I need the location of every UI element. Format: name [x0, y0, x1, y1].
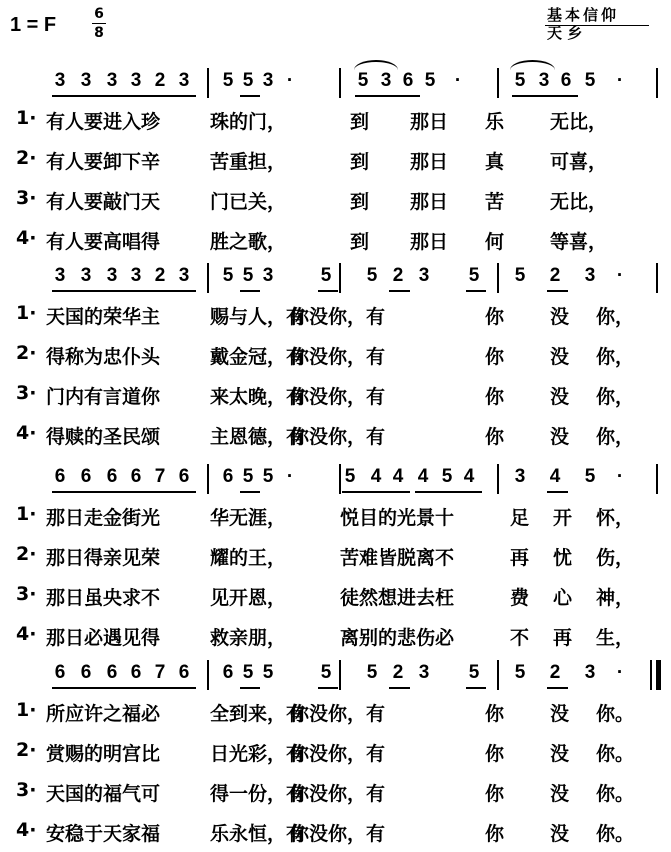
note: 3 — [514, 466, 526, 487]
lyric-segment: 怀， — [596, 507, 635, 529]
lyric-segment: 没 — [550, 306, 570, 328]
beam-underline — [150, 687, 196, 689]
lyric-segment: 你。 — [596, 783, 635, 805]
note: 2 — [549, 265, 561, 286]
note: 3 — [106, 265, 118, 286]
beam-underline — [389, 290, 410, 292]
lyric-segment: 你没你，有 — [290, 306, 386, 328]
verse-number: 2· — [16, 342, 37, 364]
note: 2 — [392, 265, 404, 286]
lyric-segment: 那日 — [410, 191, 449, 213]
barline — [656, 263, 658, 293]
lyric-segment: 那日走金街光 — [46, 507, 161, 529]
note: 5 — [514, 70, 526, 91]
note: 3 — [178, 70, 190, 91]
lyric-segment: 那日 — [410, 231, 449, 253]
lyric-segment: 忧 — [553, 547, 573, 569]
lyric-segment: 你， — [596, 346, 635, 368]
beam-underline — [52, 290, 103, 292]
note: · — [616, 466, 624, 487]
note: 5 — [441, 466, 453, 487]
note: 5 — [584, 466, 596, 487]
note: 5 — [366, 662, 378, 683]
source-line2: 天 乡 — [547, 24, 583, 42]
verse-number: 4· — [16, 422, 37, 444]
verse-number: 3· — [16, 583, 37, 605]
barline — [497, 464, 499, 494]
verse-number: 2· — [16, 543, 37, 565]
lyric-segment: 真 — [485, 151, 505, 173]
note: 7 — [154, 466, 166, 487]
lyric-segment: 那日必遇见得 — [46, 627, 161, 649]
note: 5 — [242, 662, 254, 683]
lyric-segment: 戴金冠，有 — [210, 346, 306, 368]
lyric-segment: 没 — [550, 426, 570, 448]
lyric-segment: 你没你，有 — [290, 346, 386, 368]
lyric-segment: 有人要敲门天 — [46, 191, 161, 213]
lyric-segment: 那日得亲见荣 — [46, 547, 161, 569]
beam-underline — [342, 491, 410, 493]
note: 5 — [584, 70, 596, 91]
lyric-segment: 你 — [485, 823, 505, 845]
beam-underline — [240, 687, 260, 689]
lyric-segment: 你没你，有 — [290, 783, 386, 805]
note: 6 — [178, 662, 190, 683]
barline — [207, 68, 209, 98]
note: 5 — [320, 265, 332, 286]
note: 3 — [130, 70, 142, 91]
verse-number: 2· — [16, 147, 37, 169]
lyric-line — [0, 302, 671, 332]
beam-underline — [150, 290, 196, 292]
lyric-segment: 你。 — [596, 823, 635, 845]
note: 3 — [54, 265, 66, 286]
note: 3 — [262, 265, 274, 286]
note: 3 — [54, 70, 66, 91]
beam-underline — [547, 290, 568, 292]
lyric-segment: 苦难皆脱离不 — [340, 547, 455, 569]
barline — [656, 660, 661, 690]
lyric-segment: 华无涯， — [210, 507, 287, 529]
lyric-segment: 心 — [553, 587, 573, 609]
barline — [497, 660, 499, 690]
note: 5 — [424, 70, 436, 91]
barline — [656, 68, 658, 98]
note: 4 — [370, 466, 382, 487]
note: · — [286, 70, 294, 91]
verse-number: 3· — [16, 187, 37, 209]
lyric-segment: 主恩德，有 — [210, 426, 306, 448]
lyric-segment: 生， — [596, 627, 635, 649]
lyric-segment: 何 — [485, 231, 505, 253]
note: · — [454, 70, 462, 91]
note: 5 — [357, 70, 369, 91]
note: 2 — [392, 662, 404, 683]
note: 2 — [154, 265, 166, 286]
beam-underline — [103, 95, 150, 97]
lyric-segment: 你没你，有 — [290, 823, 386, 845]
verse-number: 4· — [16, 623, 37, 645]
note: 6 — [54, 466, 66, 487]
lyric-segment: 有人要卸下辛 — [46, 151, 161, 173]
note: 3 — [418, 662, 430, 683]
lyric-line — [0, 623, 671, 653]
beam-underline — [150, 491, 196, 493]
verse-number: 2· — [16, 739, 37, 761]
barline — [497, 263, 499, 293]
note: 6 — [560, 70, 572, 91]
beam-underline — [103, 290, 150, 292]
lyric-segment: 安稳于天家福 — [46, 823, 161, 845]
lyric-line — [0, 147, 671, 177]
lyric-segment: 天国的荣华主 — [46, 306, 161, 328]
lyric-segment: 你没你，有 — [290, 426, 386, 448]
note: 4 — [417, 466, 429, 487]
lyric-segment: 乐永恒，有 — [210, 823, 306, 845]
time-bottom: 8 — [94, 25, 104, 41]
lyric-segment: 你没你，有 — [290, 703, 386, 725]
beam-underline — [52, 95, 103, 97]
lyric-segment: 珠的门， — [210, 111, 287, 133]
tie — [354, 60, 398, 70]
lyric-line — [0, 107, 671, 137]
lyric-segment: 神， — [596, 587, 635, 609]
lyric-segment: 赏赐的明宫比 — [46, 743, 161, 765]
beam-underline — [547, 491, 568, 493]
verse-number: 1· — [16, 302, 37, 324]
note: 5 — [514, 662, 526, 683]
verse-number: 1· — [16, 503, 37, 525]
note: 3 — [106, 70, 118, 91]
note: 5 — [514, 265, 526, 286]
lyric-segment: 那日虽央求不 — [46, 587, 161, 609]
lyric-segment: 你 — [485, 386, 505, 408]
beam-underline — [512, 95, 555, 97]
lyric-segment: 那日 — [410, 111, 449, 133]
time-signature — [92, 6, 106, 41]
lyric-segment: 全到来，有 — [210, 703, 306, 725]
lyric-line — [0, 342, 671, 372]
barline — [339, 464, 341, 494]
note: 3 — [80, 70, 92, 91]
beam-underline — [103, 491, 150, 493]
lyric-segment: 乐 — [485, 111, 505, 133]
barline — [207, 464, 209, 494]
beam-underline — [318, 290, 338, 292]
beam-underline — [555, 95, 578, 97]
lyric-segment: 耀的王， — [210, 547, 287, 569]
note: 3 — [584, 265, 596, 286]
lyric-segment: 来太晚，有 — [210, 386, 306, 408]
lyric-segment: 门已关， — [210, 191, 287, 213]
beam-underline — [389, 687, 410, 689]
lyric-segment: 再 — [510, 547, 530, 569]
beam-underline — [52, 491, 103, 493]
note: 3 — [584, 662, 596, 683]
lyric-segment: 得赎的圣民颂 — [46, 426, 161, 448]
note: 5 — [242, 265, 254, 286]
beam-underline — [466, 290, 486, 292]
lyric-line — [0, 779, 671, 809]
note: 5 — [366, 265, 378, 286]
lyric-segment: 可喜， — [550, 151, 608, 173]
lyric-segment: 等喜， — [550, 231, 608, 253]
lyric-segment: 赐与人，有 — [210, 306, 306, 328]
note: 6 — [402, 70, 414, 91]
beam-underline — [415, 491, 482, 493]
lyric-line — [0, 583, 671, 613]
lyric-segment: 你 — [485, 783, 505, 805]
note: 2 — [154, 70, 166, 91]
beam-underline — [318, 687, 338, 689]
lyric-segment: 伤， — [596, 547, 635, 569]
lyric-segment: 到 — [350, 191, 370, 213]
beam-underline — [240, 491, 260, 493]
note: 5 — [320, 662, 332, 683]
note: 5 — [262, 466, 274, 487]
note: 5 — [242, 70, 254, 91]
lyric-segment: 你 — [485, 426, 505, 448]
lyric-line — [0, 819, 671, 849]
lyric-segment: 天国的福气可 — [46, 783, 161, 805]
lyric-line — [0, 699, 671, 729]
note: 6 — [80, 662, 92, 683]
note: 6 — [222, 662, 234, 683]
lyric-segment: 你 — [485, 346, 505, 368]
note: 3 — [262, 70, 274, 91]
verse-number: 3· — [16, 779, 37, 801]
lyric-segment: 徒然想进去枉 — [340, 587, 455, 609]
lyric-segment: 门内有言道你 — [46, 386, 161, 408]
barline — [339, 660, 341, 690]
lyric-segment: 悦目的光景十 — [340, 507, 455, 529]
note: 7 — [154, 662, 166, 683]
lyric-segment: 到 — [350, 231, 370, 253]
note: 3 — [130, 265, 142, 286]
lyric-segment: 所应许之福必 — [46, 703, 161, 725]
lyric-segment: 得一份，有 — [210, 783, 306, 805]
lyric-segment: 再 — [553, 627, 573, 649]
note: 6 — [106, 662, 118, 683]
note: 3 — [380, 70, 392, 91]
note: 5 — [222, 265, 234, 286]
note: 6 — [130, 662, 142, 683]
lyric-line — [0, 503, 671, 533]
note: 6 — [54, 662, 66, 683]
lyric-segment: 到 — [350, 151, 370, 173]
lyric-segment: 没 — [550, 386, 570, 408]
lyric-line — [0, 382, 671, 412]
time-divider — [92, 23, 106, 24]
note: 6 — [178, 466, 190, 487]
note: 5 — [222, 70, 234, 91]
lyric-segment: 那日 — [410, 151, 449, 173]
note: · — [616, 70, 624, 91]
note: 6 — [106, 466, 118, 487]
note: 5 — [468, 662, 480, 683]
beam-underline — [547, 687, 568, 689]
lyric-segment: 到 — [350, 111, 370, 133]
lyric-segment: 你， — [596, 306, 635, 328]
beam-underline — [466, 687, 486, 689]
verse-number: 3· — [16, 382, 37, 404]
tie — [510, 60, 555, 70]
note: 4 — [463, 466, 475, 487]
note: 3 — [80, 265, 92, 286]
note: · — [616, 662, 624, 683]
lyric-segment: 不 — [510, 627, 530, 649]
lyric-segment: 胜之歌， — [210, 231, 287, 253]
note: 5 — [242, 466, 254, 487]
time-top: 6 — [94, 6, 104, 22]
note: 3 — [178, 265, 190, 286]
note: 6 — [130, 466, 142, 487]
lyric-segment: 没 — [550, 346, 570, 368]
lyric-line — [0, 422, 671, 452]
lyric-segment: 你 — [485, 703, 505, 725]
verse-number: 4· — [16, 227, 37, 249]
lyric-segment: 没 — [550, 743, 570, 765]
lyric-segment: 你没你，有 — [290, 743, 386, 765]
lyric-segment: 没 — [550, 783, 570, 805]
note: 3 — [538, 70, 550, 91]
lyric-segment: 苦重担， — [210, 151, 287, 173]
beam-underline — [150, 95, 196, 97]
note: 3 — [418, 265, 430, 286]
lyric-segment: 有人要高唱得 — [46, 231, 161, 253]
lyric-line — [0, 187, 671, 217]
note: 5 — [262, 662, 274, 683]
lyric-segment: 足 — [510, 507, 530, 529]
lyric-segment: 见开恩， — [210, 587, 287, 609]
beam-underline — [52, 687, 103, 689]
lyric-segment: 有人要进入珍 — [46, 111, 161, 133]
note: 4 — [392, 466, 404, 487]
note: 6 — [222, 466, 234, 487]
lyric-segment: 没 — [550, 823, 570, 845]
note: · — [616, 265, 624, 286]
note: · — [286, 466, 294, 487]
lyric-segment: 苦 — [485, 191, 505, 213]
key-signature: 1 = F — [10, 14, 57, 36]
verse-number: 1· — [16, 699, 37, 721]
note: 5 — [468, 265, 480, 286]
barline — [339, 263, 341, 293]
lyric-segment: 你 — [485, 306, 505, 328]
lyric-segment: 你， — [596, 386, 635, 408]
source-divider — [545, 25, 649, 26]
lyric-segment: 你， — [596, 426, 635, 448]
lyric-segment: 离别的悲伤必 — [340, 627, 455, 649]
lyric-segment: 无比， — [550, 111, 608, 133]
note: 2 — [549, 662, 561, 683]
lyric-segment: 日光彩，有 — [210, 743, 306, 765]
lyric-segment: 费 — [510, 587, 530, 609]
barline — [207, 263, 209, 293]
barline — [339, 68, 341, 98]
verse-number: 1· — [16, 107, 37, 129]
barline — [656, 464, 658, 494]
lyric-segment: 你。 — [596, 703, 635, 725]
barline — [207, 660, 209, 690]
verse-number: 4· — [16, 819, 37, 841]
beam-underline — [240, 290, 260, 292]
note: 4 — [549, 466, 561, 487]
lyric-segment: 得称为忠仆头 — [46, 346, 161, 368]
lyric-line — [0, 227, 671, 257]
final-barline-thin — [650, 660, 652, 690]
lyric-line — [0, 543, 671, 573]
barline — [497, 68, 499, 98]
lyric-segment: 救亲朋， — [210, 627, 287, 649]
lyric-segment: 你 — [485, 743, 505, 765]
beam-underline — [355, 95, 398, 97]
lyric-segment: 没 — [550, 703, 570, 725]
lyric-segment: 开 — [553, 507, 573, 529]
source-credit — [547, 6, 619, 42]
note: 6 — [80, 466, 92, 487]
lyric-segment: 你没你，有 — [290, 386, 386, 408]
beam-underline — [398, 95, 420, 97]
beam-underline — [240, 95, 260, 97]
lyric-line — [0, 739, 671, 769]
lyric-segment: 你。 — [596, 743, 635, 765]
lyric-segment: 无比， — [550, 191, 608, 213]
beam-underline — [103, 687, 150, 689]
note: 5 — [344, 466, 356, 487]
source-line1: 基本信仰 — [547, 6, 620, 24]
